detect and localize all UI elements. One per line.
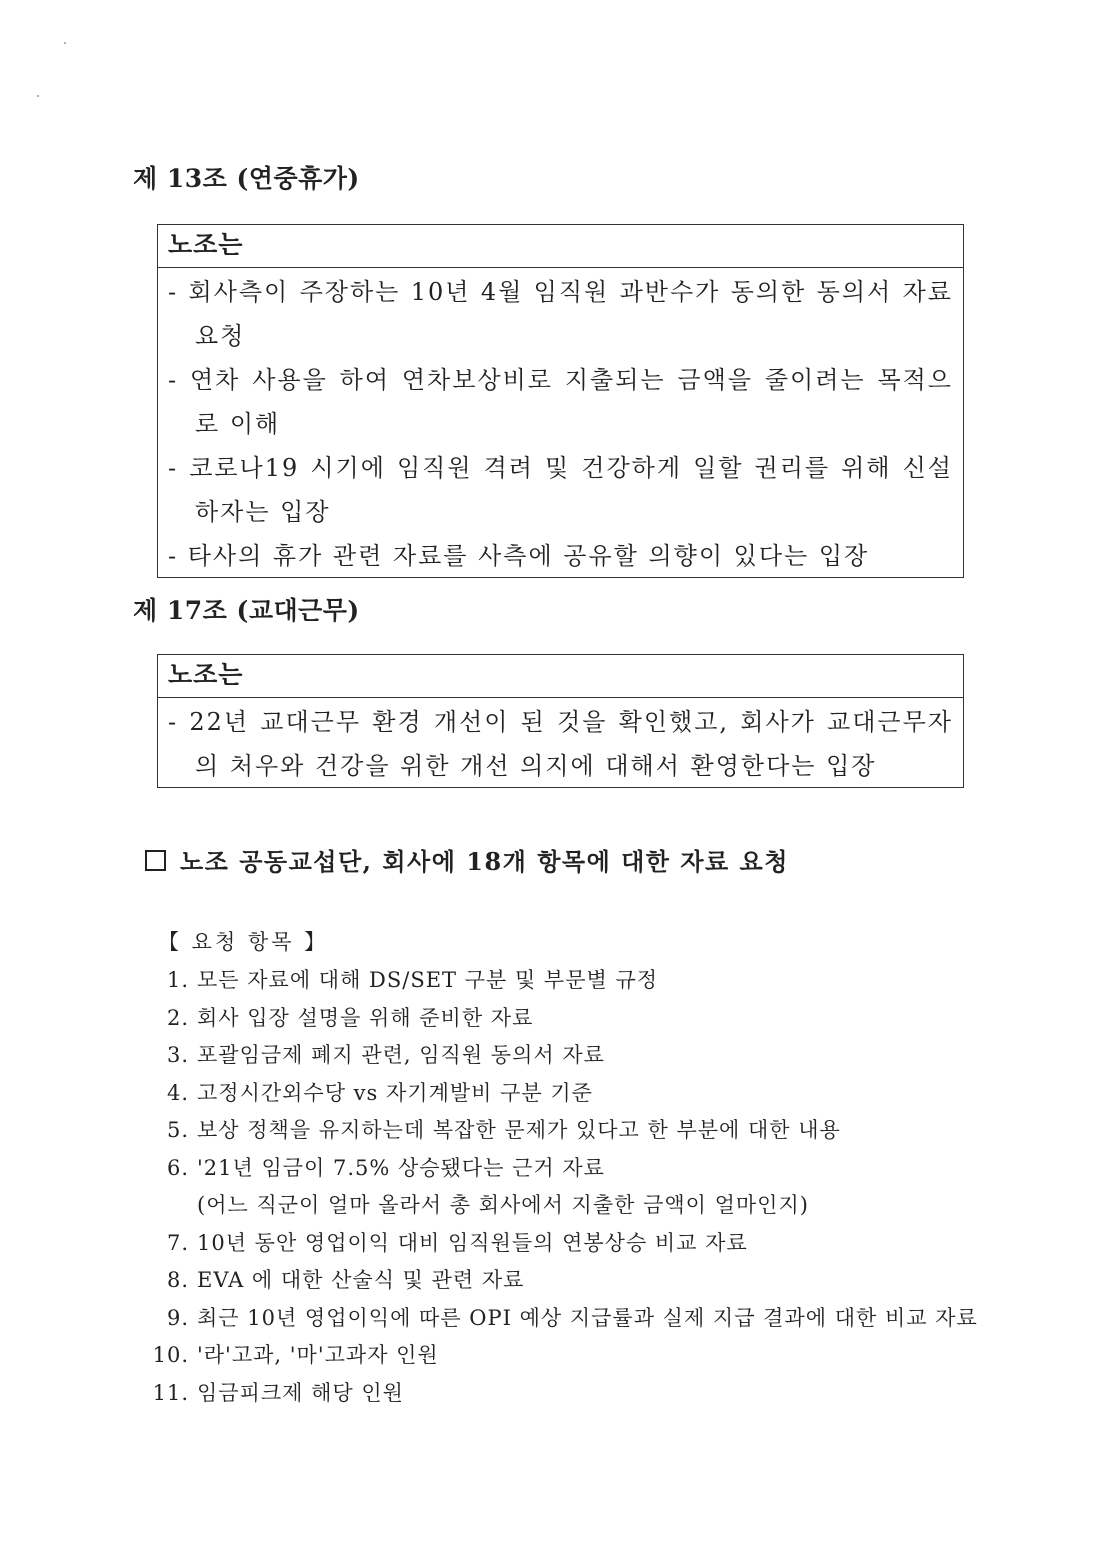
request-number: 10.	[152, 1343, 189, 1367]
request-text: 보상 정책을 유지하는데 복잡한 문제가 있다고 한 부분에 대한 내용	[197, 1118, 841, 1142]
request-text: 고정시간외수당 vs 자기계발비 구분 기준	[197, 1080, 593, 1105]
request-text: 최근 10년 영업이익에 따른 OPI 예상 지급률과 실제 지급 결과에 대한 비교 자료	[197, 1305, 978, 1330]
request-item	[145, 1375, 978, 1413]
request-item	[145, 1337, 978, 1375]
checkbox-square-icon	[145, 850, 166, 871]
scan-speck	[37, 95, 39, 97]
article-17-heading: 제 17조 (교대근무)	[133, 596, 360, 625]
request-number: 4.	[166, 1080, 189, 1105]
request-text: 10년 동안 영업이익 대비 임직원들의 연봉상승 비교 자료	[197, 1230, 748, 1255]
request-number: 5.	[166, 1118, 189, 1142]
request-number: 11.	[152, 1380, 189, 1405]
article-13-box-title: 노조는	[158, 225, 963, 268]
section-title: 노조 공동교섭단, 회사에 18개 항목에 대한 자료 요청	[180, 847, 789, 876]
request-number: 8.	[166, 1268, 189, 1292]
article-17-box	[157, 654, 964, 788]
request-number: 6.	[166, 1155, 189, 1180]
request-item	[145, 1112, 978, 1150]
request-text: 모든 자료에 대해 DS/SET 구분 및 부문별 규정	[197, 968, 659, 992]
request-number: 9.	[166, 1305, 189, 1330]
list-item: - 22년 교대근무 환경 개선이 된 것을 확인했고, 회사가 교대근무자의 처우와 건강을 위한 개선 의지에 대해서 환영한다는 입장	[168, 700, 953, 788]
article-17-box-title: 노조는	[158, 655, 963, 698]
request-number: 1.	[166, 968, 189, 992]
section-heading	[145, 845, 789, 879]
request-number: 2.	[166, 1005, 189, 1030]
request-number: 3.	[166, 1043, 189, 1067]
request-item	[145, 1037, 978, 1075]
request-item	[145, 1075, 978, 1113]
request-item	[145, 1262, 978, 1300]
scan-speck	[64, 42, 66, 44]
request-subnote: (어느 직군이 얼마 올라서 총 회사에서 지출한 금액이 얼마인지)	[197, 1193, 809, 1217]
request-item	[145, 1150, 978, 1188]
request-item	[145, 1000, 978, 1038]
list-item: - 연차 사용을 하여 연차보상비로 지출되는 금액을 줄이려는 목적으로 이해	[168, 358, 953, 446]
request-text: 회사 입장 설명을 위해 준비한 자료	[197, 1005, 534, 1030]
request-text: EVA 에 대한 산술식 및 관련 자료	[197, 1268, 525, 1292]
list-item: - 코로나19 시기에 임직원 격려 및 건강하게 일할 권리를 위해 신설하자는 입장	[168, 446, 953, 534]
request-text: 임금피크제 해당 인원	[197, 1380, 404, 1405]
article-13-heading: 제 13조 (연중휴가)	[133, 164, 360, 193]
article-17-bullets	[158, 698, 963, 792]
request-text: '라'고과, '마'고과자 인원	[197, 1343, 439, 1367]
request-text: 포괄임금제 폐지 관련, 임직원 동의서 자료	[197, 1043, 605, 1067]
requests-title: 【 요청 항목 】	[158, 930, 329, 954]
list-item: - 회사측이 주장하는 10년 4월 임직원 과반수가 동의한 동의서 자료 요청	[168, 270, 953, 358]
list-item: - 타사의 휴가 관련 자료를 사측에 공유할 의향이 있다는 입장	[168, 534, 953, 578]
article-13-bullets	[158, 268, 963, 582]
request-number: 7.	[166, 1230, 189, 1255]
request-item	[145, 962, 978, 1000]
article-13-box	[157, 224, 964, 578]
request-item	[145, 1300, 978, 1338]
request-text: '21년 임금이 7.5% 상승됐다는 근거 자료	[197, 1155, 605, 1180]
requests-list	[145, 962, 978, 1412]
request-item	[145, 1225, 978, 1263]
